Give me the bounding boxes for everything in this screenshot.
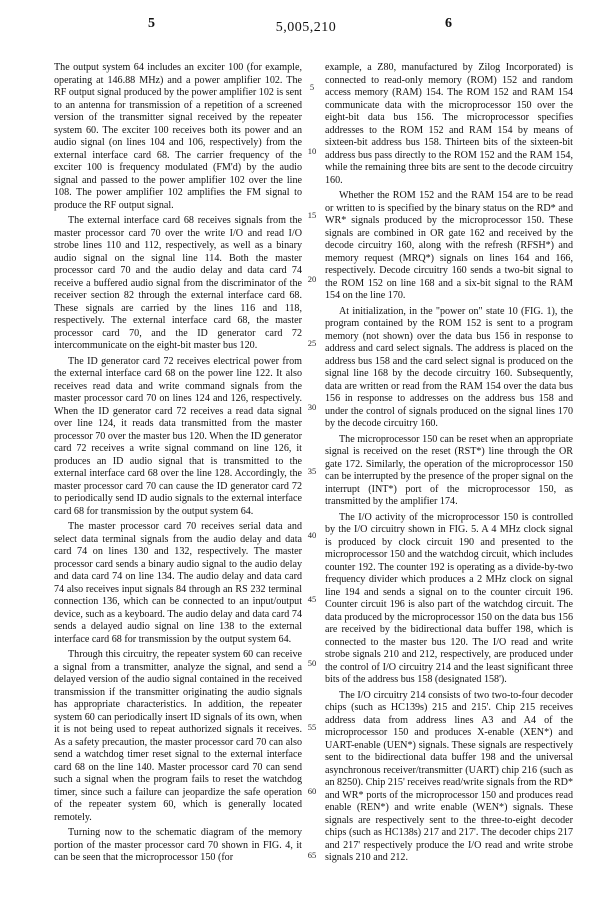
paragraph: The external interface card 68 receives signals from the master processor card 70 over the write I/O and read I/O strobe lines 110 and 112, respectively, as well as a binary audio signal on the signal line 114. Both the master processor card 70 and the audio delay and data card 74 receive a buffered audio signal from the discriminator of the receiver section 82 through the external interface card 68. These signals are carried by the lines 116 and 118, respectively. The external interface card 68, the master processor card 70, and the ID generator card 72 intercommunicate on the eight-bit master bus 120. bbox=[54, 215, 302, 351]
paragraph: The microprocessor 150 can be reset when an appropriate signal is received on the reset (RST*) line through the OR gate 172. Similarly, the operation of the microprocessor 150 can be interrupted by the presence of the proper signal on the interrupt (INT*) port of the microprocessor 150, as transmitted by the amplifier 174. bbox=[325, 433, 573, 507]
line-number: 60 bbox=[307, 786, 317, 796]
paragraph: At initialization, in the "power on" state 10 (FIG. 1), the program contained by the ROM 152 is sent to a program memory (not shown) over the data bus 156 in response to address and card select signals. The address is placed on the address bus 158 and the card select signal is produced on the signal line 168 by the decode circuitry 160. Subsequently, data are written or read from the RAM 154 over the data bus 156 in response to addresses on the address bus 158 and under the control of signals produced on the signal lines 170 by the decode circuitry 160. bbox=[325, 305, 573, 429]
patent-number: 5,005,210 bbox=[275, 20, 337, 35]
paragraph: example, a Z80, manufactured by Zilog Incorporated) is connected to read-only memory (ROM) 152 and random access memory (RAM) 154. The ROM 152 and RAM 154 communicate data with the microprocessor 150 over the eight-bit data bus 156. The microprocessor specifies addresses to the ROM 152 and RAM 154 by means of sixteen-bit address bus 158. Thirteen bits of the sixteen-bit address bus pass directly to the ROM 152 and the RAM 154, while the remaining three bits are sent to the decode circuitry 160. bbox=[325, 62, 573, 186]
line-number: 20 bbox=[307, 274, 317, 284]
paragraph: The ID generator card 72 receives electrical power from the external interface card 68 on the power line 122. It also receives read data and write command signals from the master processor card 70 on lines 124 and 126, respectively. When the ID generator card 72 receives a read data signal over line 124, it reads data transmitted from the master processor 70 over the master bus 120. When the ID generator card 72 receives a write signal command on line 126, it produces an ID audio signal that is transmitted to the external interface card 68 over the line 128. Accordingly, the master processor card 70 can cause the ID generator card 72 to periodically send ID audio signals to the external interface card 68 for transmission by the output system 64. bbox=[54, 355, 302, 517]
line-number: 45 bbox=[307, 594, 317, 604]
page-number-left: 5 bbox=[148, 16, 155, 31]
right-column bbox=[325, 62, 573, 865]
line-number: 40 bbox=[307, 530, 317, 540]
line-number: 55 bbox=[307, 722, 317, 732]
paragraph: Through this circuitry, the repeater system 60 can receive a signal from a transmitter, analyze the signal, and send a delayed version of the audio signal contained in the received transmission if the transmitter originating the audio signals has appropriate characteristics. In addition, the repeater system 60 can periodically insert ID signals of its own, when it is not being used to repeat authorized signals it receives. As a safety precaution, the master processor card 70 can also send a watchdog timer reset signal to the external interface card 68 on the line 140. Master processor card 70 can send such a signal when the program fails to reset the watchdog timer, since such a failure can jeopardize the safe operation of the repeater system 60, which is generally located remotely. bbox=[54, 649, 302, 823]
line-number-gutter bbox=[302, 62, 322, 882]
page-number-right: 6 bbox=[445, 16, 452, 31]
left-column bbox=[54, 62, 302, 865]
paragraph: The I/O activity of the microprocessor 150 is controlled by the I/O circuitry shown in FIG. 5. A 4 MHz clock signal is produced by clock circuit 190 and presented to the microprocessor 150 and the watchdog circuit, which includes counter 192. The counter 192 is operating as a divide-by-two frequency divider which produces a 2 MHz clock on signal line 194 and sends a signal on to the counter circuit 196. Counter circuit 196 is also part of the watchdog circuit. The data produced by the microprocessor 150 on the data bus 156 are received by the bidirectional data buffer 198, which is connected to the master bus 120. The I/O read and write strobe signals 210 and 212, respectively, are produced under the control of I/O circuitry 214 and the least significant three bits of the address bus 158 (designated 158'). bbox=[325, 511, 573, 685]
paragraph: Turning now to the schematic diagram of the memory portion of the master processor card 70 shown in FIG. 4, it can be seen that the microprocessor 150 (for bbox=[54, 827, 302, 863]
line-number: 35 bbox=[307, 466, 317, 476]
line-number: 65 bbox=[307, 850, 317, 860]
paragraph: The I/O circuitry 214 consists of two two-to-four decoder chips (such as HC139s) 215 and 215'. Chip 215 receives address data from address lines A3 and A4 of the microprocessor 150 and produces X-enable (XEN*) and UART-enable (UEN*) signals. These signals are respectively sent to the bidirectional data buffer 198 and the universal asynchronous receiver/transmitter (UART) chip 216 (such as an 8250). Chip 215' receives read/write signals from the RD* and WR* ports of the microprocessor 150 and produces read enable (REN*) and write enable (WEN*) signals. These signals are respectively sent to the three-to-eight decoder chips (such as HC138s) 217 and 217'. The decoder chips 217 and 217' respectively produce the I/O read and write strobe signals 210 and 212. bbox=[325, 689, 573, 863]
line-number: 10 bbox=[307, 146, 317, 156]
line-number: 50 bbox=[307, 658, 317, 668]
line-number: 25 bbox=[307, 338, 317, 348]
page-header bbox=[0, 16, 612, 56]
paragraph: The output system 64 includes an exciter 100 (for example, operating at 146.88 MHz) and a power amplifier 102. The RF output signal produced by the power amplifier 102 is sent to an antenna for transmission of a repetition of a screened version of the transmitter signal received by the repeater system 60. The exciter 100 receives both its power and an audio signal (on lines 104 and 106, respectively) from the external interface card 68. The carrier frequency of the exciter 100 is frequency modulated (FM'd) by the audio signal and passed to the power amplifier 102 over the line 108. The power amplifier 102 amplifies the FM signal to produce the RF output signal. bbox=[54, 62, 302, 211]
line-number: 15 bbox=[307, 210, 317, 220]
paragraph: Whether the ROM 152 and the RAM 154 are to be read or written to is specified by the binary status on the RD* and WR* signals produced by the microprocessor 150. These signals are combined in OR gate 162 and received by the decode circuitry 160, along with the refresh (RFSH*) and memory request (MRQ*) signals on lines 164 and 166, respectively. Decode circuitry 160 sends a two-bit signal to the ROM 152 on line 168 and a six-bit signal to the RAM 154 on the line 170. bbox=[325, 190, 573, 301]
line-number: 5 bbox=[309, 82, 315, 92]
paragraph: The master processor card 70 receives serial data and select data terminal signals from the audio delay and data card 74 on lines 130 and 132, respectively. The master processor card sends a binary audio signal to the audio delay and data card 74 on line 134. The audio delay and data card 74 also receives input signals 84 through an RS 232 terminal connection 136, which can be connected to an input/output device, such as a keyboard. The audio delay and data card 74 sends a delayed audio signal on line 138 to the external interface card 68 for transmission by the output system 64. bbox=[54, 521, 302, 645]
line-number: 30 bbox=[307, 402, 317, 412]
